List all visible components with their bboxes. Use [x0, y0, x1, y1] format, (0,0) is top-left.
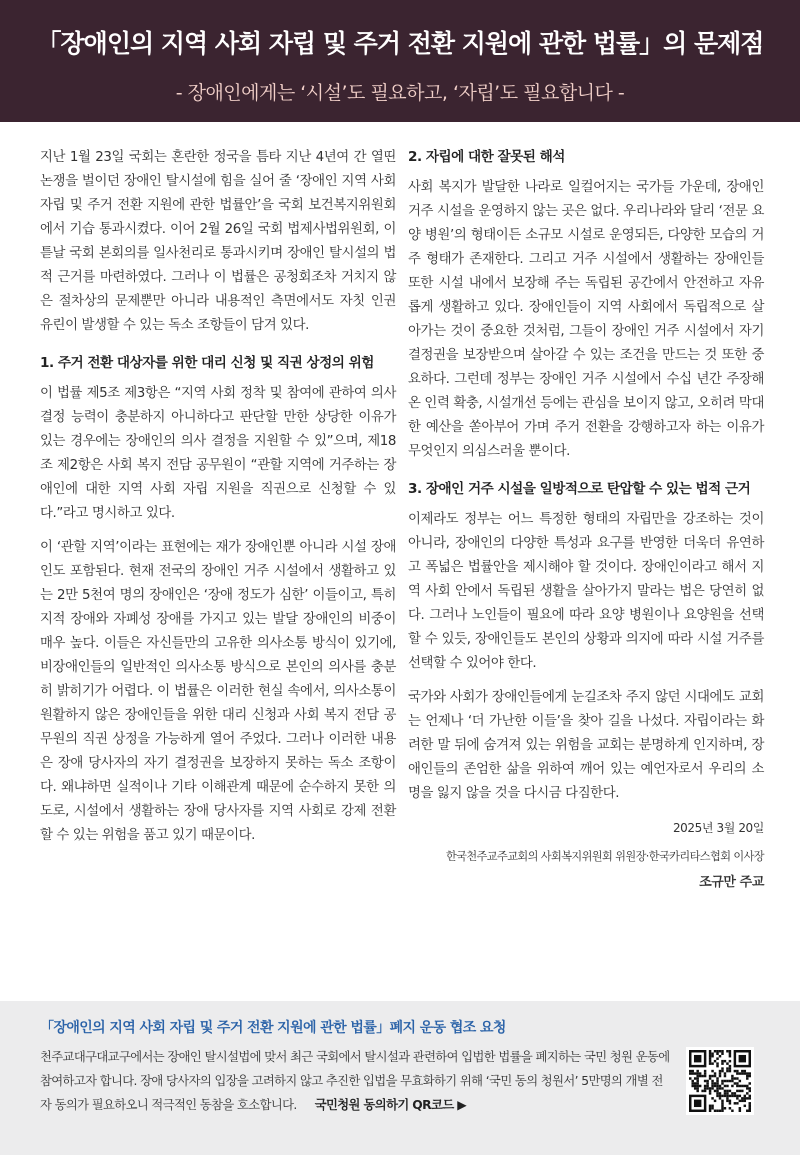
qr-code-graphic	[689, 1050, 751, 1112]
petition-body-container	[40, 1045, 670, 1117]
qr-code-icon[interactable]	[686, 1047, 754, 1115]
section3-paragraph-1: 이제라도 정부는 어느 특정한 형태의 자립만을 강조하는 것이 아니라, 장애인의 다양한 특성과 요구를 반영한 더욱더 유연하고 폭넓은 법률안을 제시해야 할 것이다. 장애인이라고 해서 지역 사회 안에서 독립된 생활을 살아가지 말라는 법은 당연히 없다. 그러나 노인들이 필요에 따라 요양 병원이나 요양원을 선택할 수 있듯, 장애인들도 본인의 상황과 의지에 따라 시설 거주를 선택할 수 있어야 한다.	[408, 512, 764, 671]
header-banner	[0, 0, 800, 122]
left-column	[40, 146, 396, 858]
petition-body: 천주교대구대교구에서는 장애인 탈시설법에 맞서 최근 국회에서 탈시설과 관련하여 입법한 법률을 폐지하는 국민 청원 운동에 참여하고자 합니다. 장애 당사자의 입장을 고려하지 않고 추진한 입법을 무효화하기 위해 ‘국민 동의 청원서’ 5만명의 개별 전자 동의가 필요하오니 적극적인 동참을 호소합니다.	[40, 1050, 670, 1112]
section1-paragraph-2: 이 ‘관할 지역’이라는 표현에는 재가 장애인뿐 아니라 시설 장애인도 포함된다. 현재 전국의 장애인 거주 시설에서 생활하고 있는 2만 5천여 명의 장애인은 ‘장애 정도가 심한’ 이들이고, 특히 지적 장애와 자폐성 장애를 가지고 있는 발달 장애인의 비중이 매우 높다. 이들은 자신들만의 고유한 의사소통 방식이 있기에, 비장애인들의 일반적인 의사소통 방식으로 본인의 의사를 충분히 밝히기가 어렵다. 이 법률은 이러한 현실 속에서, 의사소통이 원활하지 않은 장애인들을 위한 대리 신청과 사회 복지 전담 공무원의 직권 상정을 가능하게 열어 주었다. 그러나 이러한 내용은 장애 당사자의 자기 결정권을 보장하지 못하는 독소 조항이다. 왜냐하면 실적이나 기타 이해관계 때문에 순수하지 못한 의도로, 시설에서 생활하는 장애 당사자를 지역 사회로 강제 전환할 수 있는 위험을 품고 있기 때문이다.	[40, 540, 396, 843]
intro-paragraph: 지난 1월 23일 국회는 혼란한 정국을 틈타 지난 4년여 간 열띤 논쟁을 벌이던 장애인 탈시설에 힘을 실어 줄 ‘장애인 지역 사회 자립 및 주거 전환 지원에 관한 법률안’을 국회 보건복지위원회에서 기습 통과시켰다. 이어 2월 26일 국회 법제사법위원회, 이튿날 국회 본회의를 일사천리로 통과시키며 장애인 탈시설의 법적 근거를 마련하였다. 그러나 이 법률은 공청회조차 거치지 않은 절차상의 문제뿐만 아니라 내용적인 측면에서도 자칫 인권 유린이 발생할 수 있는 독소 조항들이 담겨 있다.	[40, 150, 396, 333]
petition-footer	[0, 1001, 800, 1155]
section1-heading: 1. 주거 전환 대상자를 위한 대리 신청 및 직권 상정의 위험	[40, 355, 374, 371]
section3-heading: 3. 장애인 거주 시설을 일방적으로 탄압할 수 있는 법적 근거	[408, 481, 751, 497]
section2-heading: 2. 자립에 대한 잘못된 해석	[408, 149, 565, 165]
qr-label: 국민청원 동의하기 QR코드 ▶	[314, 1098, 467, 1112]
document-date: 2025년 3월 20일	[672, 821, 764, 835]
page-title: 「장애인의 지역 사회 자립 및 주거 전환 지원에 관한 법률」의 문제점	[36, 29, 764, 58]
petition-title: 「장애인의 지역 사회 자립 및 주거 전환 지원에 관한 법률」폐지 운동 협조 요청	[40, 1020, 506, 1036]
author-organization: 한국천주교주교회의 사회복지위원회 위원장·한국카리타스협회 이사장	[445, 850, 764, 863]
section1-paragraph-1: 이 법률 제5조 제3항은 “지역 사회 정착 및 참여에 관하여 의사 결정 능력이 충분하지 아니하다고 판단할 만한 상당한 이유가 있는 경우에는 장애인의 의사 결정을 지원할 수 있”으며, 제18조 제2항은 사회 복지 전담 공무원이 “관할 지역에 거주하는 장애인에 대한 지역 사회 자립 지원을 직권으로 신청할 수 있다.”라고 명시하고 있다.	[40, 386, 396, 521]
author-name: 조규만 주교	[699, 875, 764, 890]
page-subtitle: - 장애인에게는 ‘시설’도 필요하고, ‘자립’도 필요합니다 -	[175, 82, 625, 104]
right-column	[408, 146, 764, 894]
section2-paragraph: 사회 복지가 발달한 나라로 일컬어지는 국가들 가운데, 장애인 거주 시설을 운영하지 않는 곳은 없다. 우리나라와 달리 ‘전문 요양 병원’의 형태이든 소규모 시설로 운영되든, 다양한 모습의 거주 형태가 존재한다. 그리고 거주 시설에서 생활하는 장애인들 또한 시설 내에서 보장해 주는 독립된 공간에서 안전하고 자유롭게 생활하고 있다. 장애인들이 지역 사회에서 독립적으로 살아가는 것이 중요한 것처럼, 그들이 장애인 거주 시설에서 자기 결정권을 보장받으며 살아갈 수 있는 조건을 만드는 것 또한 중요하다. 그런데 정부는 장애인 거주 시설에서 수십 년간 주장해 온 인력 확충, 시설개선 등에는 관심을 보이지 않고, 오히려 막대한 예산을 쏟아부어 가며 주거 전환을 강행하고자 하는 이유가 무엇인지 의심스러울 뿐이다.	[408, 180, 764, 459]
section3-paragraph-2: 국가와 사회가 장애인들에게 눈길조차 주지 않던 시대에도 교회는 언제나 ‘더 가난한 이들’을 찾아 길을 나섰다. 자립이라는 화려한 말 뒤에 숨겨져 있는 위험을 교회는 분명하게 인지하며, 장애인들의 존엄한 삶을 위하여 깨어 있는 예언자로서 우리의 소명을 잃지 않을 것을 다시금 다짐한다.	[408, 690, 764, 801]
